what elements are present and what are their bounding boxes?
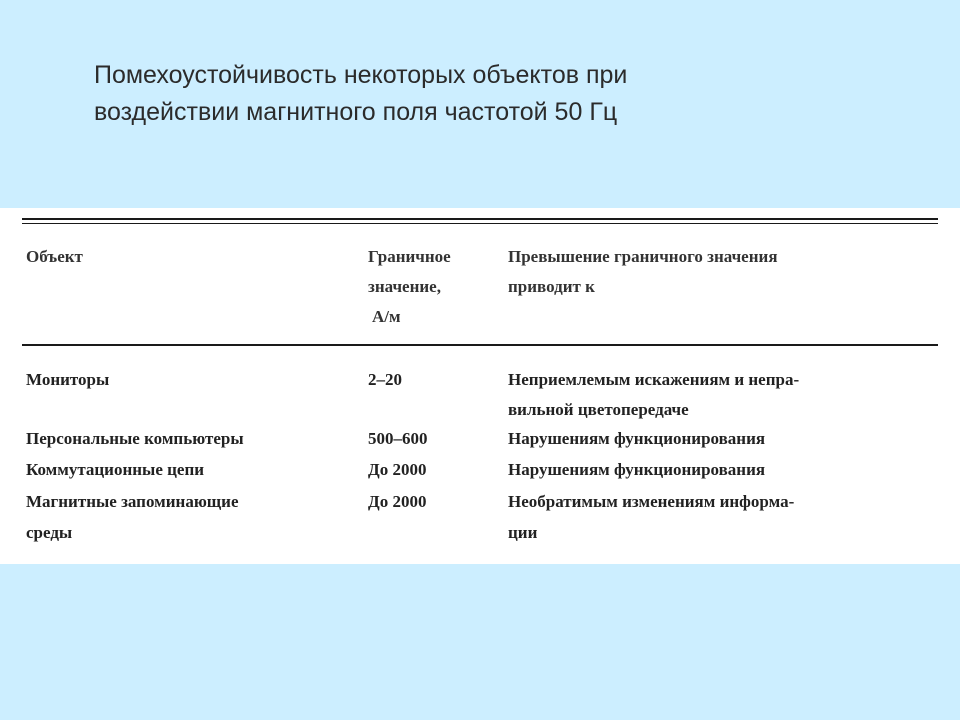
header-object: Объект: [26, 247, 83, 266]
row-1-object: Мониторы: [26, 370, 110, 389]
immunity-table: [0, 208, 960, 564]
row-4-object-line-2: среды: [26, 523, 73, 542]
header-threshold-line-1: Граничное: [368, 247, 451, 266]
row-3-object: Коммутационные цепи: [26, 460, 205, 479]
slide-title-line-1: Помехоустойчивость некоторых объектов при: [94, 61, 628, 89]
row-1-value: 2–20: [368, 370, 402, 389]
row-2-effect-line-1: Нарушениям функционирования: [508, 429, 766, 448]
row-2-value: 500–600: [368, 429, 428, 448]
row-1-effect-line-2: вильной цветопередаче: [508, 400, 689, 419]
table-header-rule: [22, 344, 938, 346]
slide-title: [94, 57, 894, 131]
row-4-effect-line-2: ции: [508, 523, 538, 542]
row-2-object: Персональные компьютеры: [26, 429, 244, 448]
row-4-value: До 2000: [368, 492, 427, 511]
row-3-value: До 2000: [368, 460, 427, 479]
row-4-object-line-1: Магнитные запоминающие: [26, 492, 239, 511]
header-threshold-line-2: значение,: [368, 277, 441, 296]
row-1-effect-line-1: Неприемлемым искажениям и непра-: [508, 370, 800, 389]
table-top-rule-thin: [22, 223, 938, 224]
header-effect-line-2: приводит к: [508, 277, 595, 296]
table-top-rule: [22, 218, 938, 220]
header-threshold-line-3: А/м: [372, 307, 401, 326]
header-effect-line-1: Превышение граничного значения: [508, 247, 778, 266]
slide-title-line-2: воздействии магнитного поля частотой 50 Гц: [94, 98, 618, 126]
row-3-effect-line-1: Нарушениям функционирования: [508, 460, 766, 479]
row-4-effect-line-1: Необратимым изменениям информа-: [508, 492, 795, 511]
